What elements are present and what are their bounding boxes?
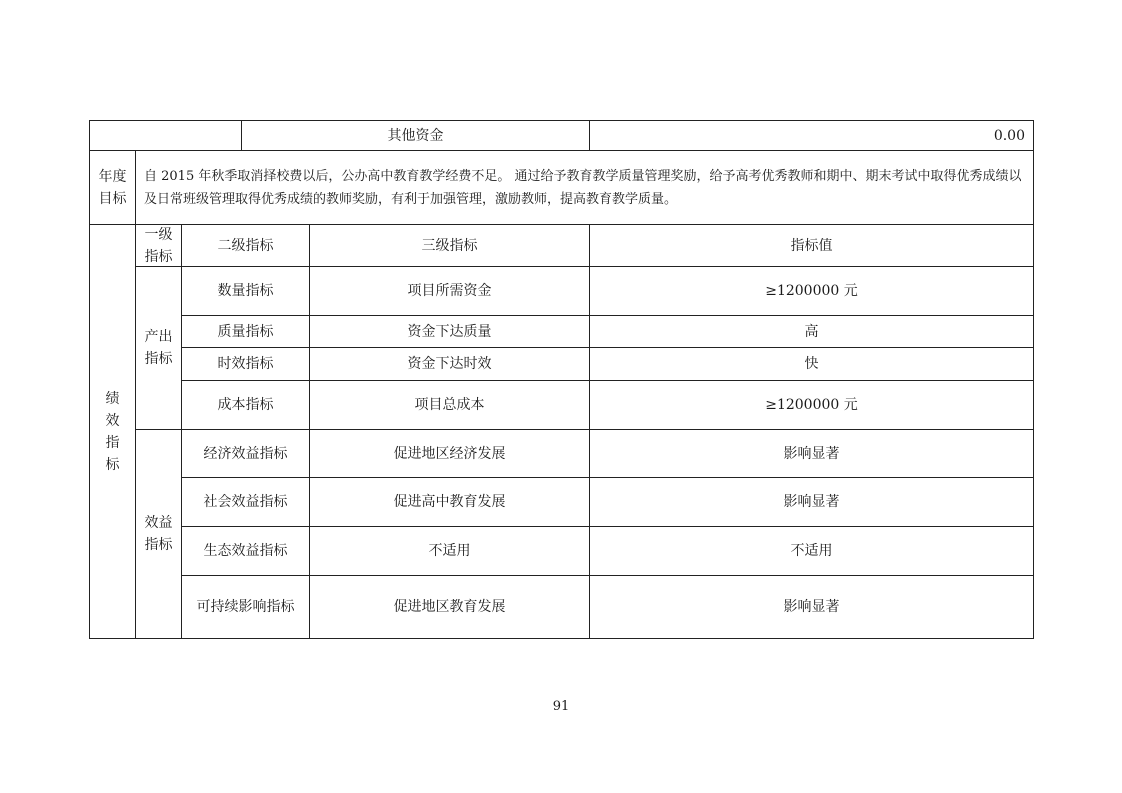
row-value: 快 — [804, 356, 819, 372]
row-value: 影响显著 — [783, 494, 840, 510]
row-level2: 生态效益指标 — [203, 543, 288, 559]
header-level1 — [136, 225, 181, 266]
row-level3: 项目总成本 — [414, 397, 485, 413]
row-level2: 社会效益指标 — [203, 494, 288, 510]
output-group-label — [136, 267, 181, 429]
row-value: 影响显著 — [783, 599, 840, 615]
header-level1-line1: 一级 — [144, 226, 173, 243]
row-level3: 资金下达质量 — [407, 323, 492, 340]
row-level2: 数量指标 — [217, 283, 274, 299]
performance-label — [90, 225, 135, 638]
goal-text: 自 2015 年秋季取消择校费以后，公办高中教育教学经费不足。 通过给予教育教学质量管理奖励，给予高考优秀教师和期中、期末考试中取得优秀成绩以及日常班级管理取得优秀成绩的教师奖励，有利于加强管理，激励教师，提高教育教学质量。 — [144, 168, 1022, 207]
row-value: ≥1200000 元 — [765, 397, 858, 413]
row-level3: 不适用 — [428, 543, 471, 559]
goal-label — [90, 151, 135, 224]
funding-label: 其他资金 — [387, 127, 444, 144]
row-level3: 项目所需资金 — [407, 283, 492, 299]
row-level3: 促进地区教育发展 — [393, 599, 506, 615]
row-level2: 质量指标 — [217, 323, 274, 340]
header-level3: 三级指标 — [421, 237, 478, 254]
row-level3: 资金下达时效 — [407, 356, 492, 372]
performance-label-char: 指 — [105, 434, 120, 451]
funding-value: 0.00 — [993, 127, 1025, 144]
header-level2: 二级指标 — [217, 237, 274, 254]
benefit-group-label-line1: 效益 — [144, 515, 173, 531]
table-border-bottom — [89, 638, 1034, 639]
performance-label-char: 标 — [105, 456, 120, 473]
benefit-group-label-line2: 指标 — [144, 537, 173, 553]
table-border-right — [1033, 120, 1034, 639]
row-value: 不适用 — [790, 543, 833, 559]
page-number: 91 — [552, 699, 570, 714]
output-group-label-line2: 指标 — [144, 351, 173, 367]
row-level2: 时效指标 — [217, 356, 274, 372]
output-group-label-line1: 产出 — [144, 329, 173, 345]
header-level1-line2: 指标 — [144, 248, 173, 265]
goal-label-line2: 目标 — [98, 190, 127, 207]
goal-label-line1: 年度 — [98, 168, 127, 185]
benefit-group-label — [136, 430, 181, 638]
performance-label-char: 效 — [105, 412, 120, 429]
header-value: 指标值 — [790, 237, 833, 254]
row-level2: 经济效益指标 — [203, 445, 288, 462]
row-level3: 促进地区经济发展 — [393, 445, 506, 462]
row-value: 影响显著 — [783, 445, 840, 462]
row-level2: 成本指标 — [217, 397, 274, 413]
row-value: 高 — [804, 323, 819, 340]
performance-label-char: 绩 — [105, 390, 120, 407]
row-level3: 促进高中教育发展 — [393, 494, 506, 510]
row-level2: 可持续影响指标 — [196, 599, 295, 615]
row-value: ≥1200000 元 — [765, 283, 858, 299]
